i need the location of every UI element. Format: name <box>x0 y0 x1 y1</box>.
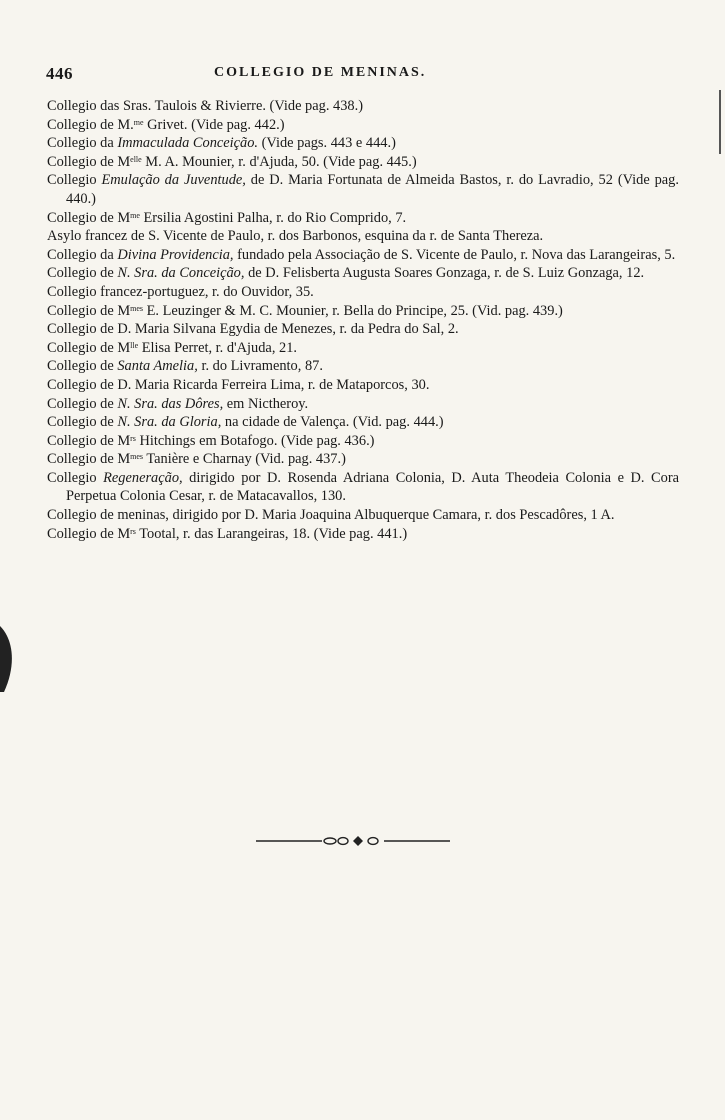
entry-text: Collegio de <box>47 265 118 282</box>
superscript-abbrev: elle <box>130 154 142 164</box>
entry-text: Collegio de M. <box>47 116 134 133</box>
entry-text: Collegio de M <box>47 525 131 542</box>
entry-text: Collegio de <box>47 395 118 412</box>
entry-text: Collegio de M <box>47 209 131 226</box>
entry-text: E. Leuzinger & M. C. Mounier, r. Bella do Principe, 25. (Vid. pag. 439.) <box>143 302 563 319</box>
binding-shadow <box>0 626 16 692</box>
entry-text: de D. Maria Fortunata de Almeida Bastos, r. do Lavradio, 52 (Vide pag. 440.) <box>66 172 679 207</box>
entry-text: Grivet. (Vide pag. 442.) <box>143 116 285 133</box>
list-item <box>47 357 679 376</box>
superscript-abbrev: rs <box>130 526 136 536</box>
list-item <box>47 209 679 228</box>
list-item <box>47 525 679 544</box>
entry-text: (Vide pags. 443 e 444.) <box>258 135 396 152</box>
entry-text: Collegio de M <box>47 432 131 449</box>
entry-text: Collegio de D. Maria Ricarda Ferreira Lima, r. de Mataporcos, 30. <box>47 376 430 393</box>
list-item <box>47 302 679 321</box>
entry-text: r. do Livramento, 87. <box>197 358 323 375</box>
page-header <box>46 64 682 86</box>
entry-text: Collegio de meninas, dirigido por D. Maria Joaquina Albuquerque Camara, r. dos Pescadôres, 1 A. <box>47 507 615 524</box>
running-title: COLLEGIO DE MENINAS. <box>214 65 427 80</box>
entry-text: Collegio francez-portuguez, r. do Ouvidor, 35. <box>47 283 314 300</box>
college-list <box>47 97 679 543</box>
list-item <box>47 97 679 116</box>
list-item <box>47 395 679 414</box>
list-item <box>47 339 679 358</box>
entry-text: Collegio de <box>47 358 118 375</box>
entry-text: Collegio <box>47 469 104 486</box>
entry-text: na cidade de Valença. (Vid. pag. 444.) <box>221 414 444 431</box>
ornament-divider <box>256 832 450 850</box>
entry-text: Collegio de M <box>47 153 131 170</box>
entry-text: Tanière e Charnay (Vid. pag. 437.) <box>143 451 346 468</box>
list-item <box>47 320 679 339</box>
list-item <box>47 171 679 208</box>
list-item <box>47 506 679 525</box>
list-item <box>47 246 679 265</box>
list-item <box>47 134 679 153</box>
italic-title: Emulação da Juventude, <box>101 172 246 189</box>
entry-text: Collegio da <box>47 246 118 263</box>
italic-title: Santa Amelia, <box>117 358 198 375</box>
entry-text: Collegio de <box>47 414 118 431</box>
entry-text: Collegio de M <box>47 302 131 319</box>
italic-title: Immaculada Conceição. <box>117 135 259 152</box>
list-item <box>47 450 679 469</box>
superscript-abbrev: lle <box>130 340 139 350</box>
italic-title: Divina Providencia, <box>117 246 234 263</box>
entry-text: Collegio <box>47 172 102 189</box>
entry-text: Tootal, r. das Larangeiras, 18. (Vide pag. 441.) <box>135 525 408 542</box>
list-item <box>47 413 679 432</box>
superscript-abbrev: mes <box>130 452 144 462</box>
list-item <box>47 264 679 283</box>
entry-text: Collegio de D. Maria Silvana Egydia de Menezes, r. da Pedra do Sal, 2. <box>47 321 459 338</box>
superscript-abbrev: me <box>133 117 144 127</box>
entry-text: de D. Felisberta Augusta Soares Gonzaga, r. de S. Luiz Gonzaga, 12. <box>244 265 645 282</box>
page-number: 446 <box>46 64 73 83</box>
superscript-abbrev: me <box>130 210 140 220</box>
superscript-abbrev: rs <box>130 433 136 443</box>
list-item <box>47 283 679 302</box>
entry-text: dirigido por D. Rosenda Adriana Colonia, D. Auta Theodeia Colonia e D. Cora Perpetua Colonia Cesar, r. de Matacavallos, 130. <box>66 469 679 505</box>
list-item <box>47 227 679 246</box>
entry-text: Collegio da <box>47 135 118 152</box>
entry-text: Ersilia Agostini Palha, r. do Rio Comprido, 7. <box>139 209 407 226</box>
list-item <box>47 116 679 135</box>
entry-text: Elisa Perret, r. d'Ajuda, 21. <box>138 339 297 356</box>
list-item <box>47 469 679 506</box>
italic-title: N. Sra. da Conceição, <box>117 265 245 282</box>
entry-text: Hitchings em Botafogo. (Vide pag. 436.) <box>135 432 375 449</box>
entry-text: Collegio das Sras. Taulois & Rivierre. (Vide pag. 438.) <box>47 98 364 114</box>
entry-text: em Nictheroy. <box>223 395 309 412</box>
entry-text: M. A. Mounier, r. d'Ajuda, 50. (Vide pag. 445.) <box>141 153 417 170</box>
italic-title: N. Sra. das Dôres, <box>117 395 224 412</box>
entry-text: Collegio de M <box>47 451 131 468</box>
list-item <box>47 376 679 395</box>
entry-text: Collegio de M <box>47 339 131 356</box>
list-item <box>47 432 679 451</box>
superscript-abbrev: mes <box>130 303 144 313</box>
entry-text: fundado pela Associação de S. Vicente de Paulo, r. Nova das Larangeiras, 5. <box>233 246 676 263</box>
entry-text: Asylo francez de S. Vicente de Paulo, r. dos Barbonos, esquina da r. de Santa Thereza. <box>47 228 544 245</box>
italic-title: Regeneração, <box>103 469 183 486</box>
italic-title: N. Sra. da Gloria, <box>117 414 222 431</box>
page-edge-mark <box>719 90 721 154</box>
list-item <box>47 153 679 172</box>
